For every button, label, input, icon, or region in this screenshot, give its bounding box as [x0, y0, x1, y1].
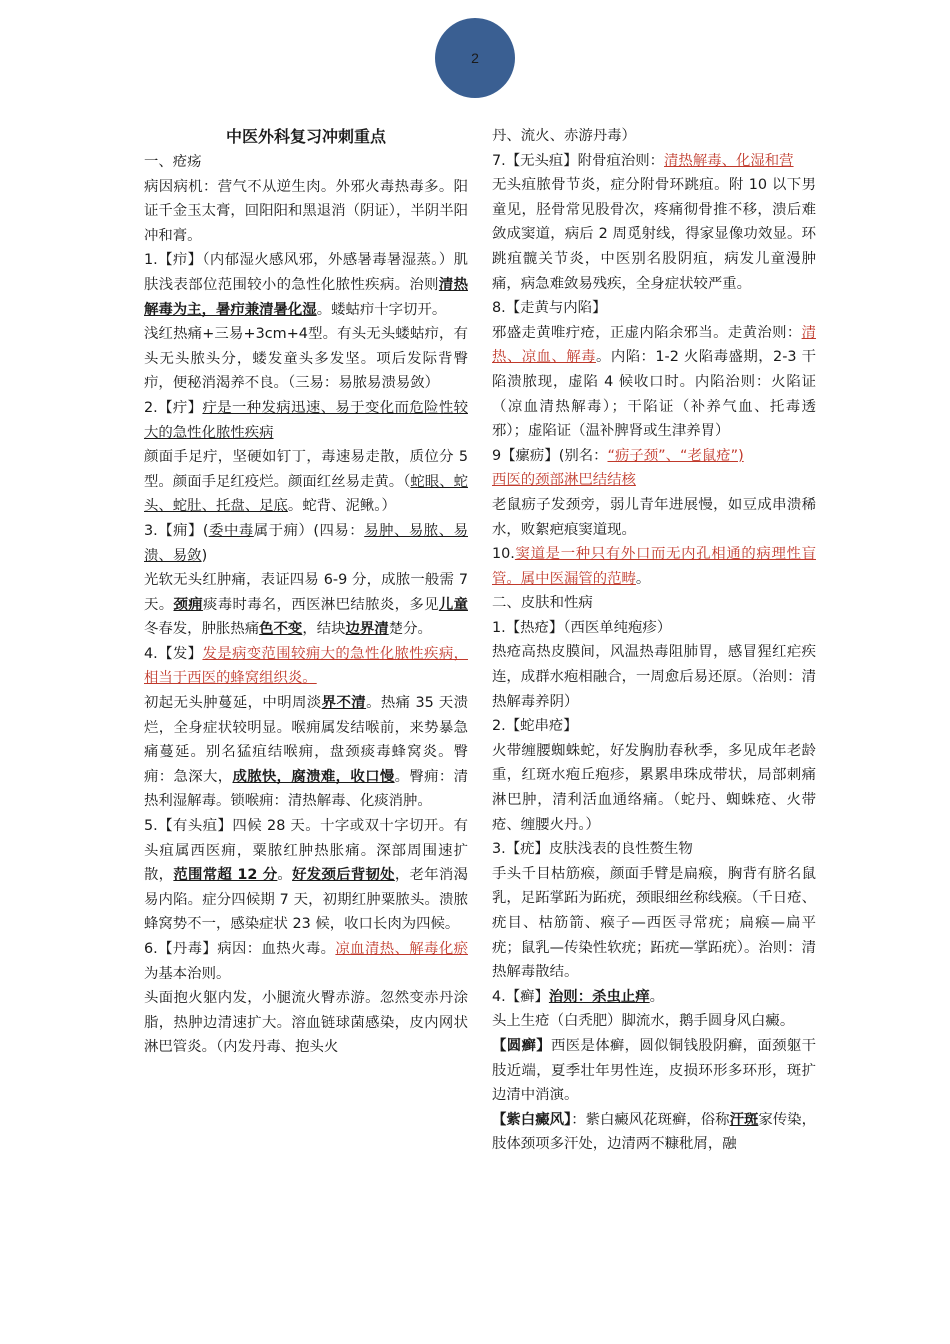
paragraph-herpes-detail: 热疮高热皮膜间，风温热毒阻肺胃，感冒猩红疟疾连，成群水疱相融合，一周愈后易还原。（治则：清热解毒养阴）	[492, 644, 816, 710]
paragraph-toxin-heading: 8.【走黄与内陷】	[492, 300, 607, 317]
paragraph-scrofula-detail: 老鼠疬子发颈旁，弱儿青年进展慢，如豆成串溃稀水，败絮疤痕窦道现。	[492, 496, 816, 538]
paragraph-cause: 病因病机：营气不从逆生肉。外邪火毒热毒多。阳证千金玉太膏，回阳阳和黑退消（阴证），半阴半阳冲和膏。	[144, 178, 468, 244]
paragraph-erysipelas-detail: 头面抱火躯内发，小腿流火臀赤游。忽然变赤丹涂脂，热肿边清速扩大。溶血链球菌感染，皮内网状淋巴管炎。（内发丹毒、抱头火	[144, 990, 468, 1056]
page-number-badge	[435, 18, 515, 98]
paragraph-cellulitis-detail: 初起无头肿蔓延，中明周淡界不清。热痛 35 天溃烂，全身症状较明显。喉痈属发结喉前，来势暴急痛蔓延。别名猛疽结喉痈，盘颈痰毒蜂窝炎。臀痈：急深大，成脓快，腐溃难，收口慢。臀痈：清热利湿解毒。锁喉痈：清热解毒、化痰消肿。	[144, 695, 468, 810]
paragraph-toxin-detail: 邪盛走黄唯疔疮，正虚内陷余邪当。走黄治则：清热、凉血、解毒。内陷：1-2 火陷毒盛期，2-3 干陷溃脓现，虚陷 4 候收口时。内陷治则：火陷证（凉血清热解毒）；干陷证（补养气血、托毒透邪）；虚陷证（温补脾肾或生津养胃）	[492, 324, 816, 440]
paragraph-zoster-heading: 2.【蛇串疮】	[492, 718, 578, 735]
paragraph-wart-detail: 手头千目枯筋瘊，颜面手臂是扁瘊，胸背有脐名鼠乳，足跖掌跖为跖疣，颈眼细丝称线瘊。（千日疮、疣目、枯筋箭、瘊子—西医寻常疣；扁瘊—扁平疣；鼠乳—传染性软疣；跖疣—掌跖疣）。治则：清热解毒散结。	[492, 865, 816, 981]
page-number: 2	[471, 50, 479, 66]
paragraph-tinea-corporis: 【圆癣】西医是体癣，圆似铜钱股阴癣，面颈躯干肢近端，夏季壮年男性连，皮损环形多环形，斑扩边清中消演。	[492, 1037, 816, 1104]
paragraph-headed-abscess: 5.【有头疽】四候 28 天。十字或双十字切开。有头疽属西医痈，粟脓红肿热胀痛。深部周围速扩散，范围常超 12 分。好发颈后背韧处，老年消渴易内陷。症分四候期 7 天，初期红肿粟脓头。溃脓蜂窝势不一，感染症状 23 候，收口长肉为四候。	[144, 818, 468, 933]
paragraph-boil-heading: 2.【疔】疔是一种发病迅速、易于变化而危险性较大的急性化脓性疾病	[144, 399, 468, 441]
paragraph-sinus-tract: 10.窦道是一种只有外口而无内孔相通的病理性盲管。属中医漏管的范畴。	[492, 546, 816, 587]
paragraph-pityriasis: 【紫白癜风】：紫白癜风花斑癣，俗称汗斑家传染，肢体颈项多汗处，边清两不糠秕屑，融	[492, 1111, 816, 1153]
paragraph-scrofula-western: 西医的颈部淋巴结结核	[492, 472, 636, 489]
paragraph-headless-abscess-detail: 无头疽脓骨节炎，症分附骨环跳疽。附 10 以下男童见，胫骨常见股骨次，疼痛彻骨推不移，溃后难敛成窦道，病后 2 周觅射线，得家显像功效显。环跳疽髋关节炎，中医别名股阴疽，病发儿童漫肿痛，病急难敛易残疾，全身症状较严重。	[492, 177, 816, 292]
paragraph-carbuncle-detail: 光软无头红肿痛，表证四易 6-9 分，成脓一般需 7 天。颈痈痰毒时毒名，西医淋巴结脓炎，多见儿童冬春发，肿胀热痛色不变，结块边界清楚分。	[144, 572, 468, 638]
paragraph-furuncle: 1.【疖】（内郁湿火感风邪，外感暑毒暑湿蒸。）肌肤浅表部位范围较小的急性化脓性疾病。治则清热解毒为主，暑疖兼清暑化湿。蝼蛄疖十字切开。	[144, 252, 468, 318]
paragraph-headless-abscess-heading: 7.【无头疽】附骨疽治则：清热解毒、化湿和营	[492, 152, 794, 169]
paragraph-cellulitis-heading: 4.【发】发是病变范围较痈大的急性化脓性疾病，相当于西医的蜂窝组织炎。	[144, 645, 468, 687]
paragraph-boil-detail: 颜面手足疔，坚硬如钉丁，毒速易走散，质位分 5 型。颜面手足红疫烂。颜面红丝易走黄。（蛇眼、蛇头、蛇肚、托盘、足底。蛇背、泥鳅。）	[144, 449, 468, 515]
paragraph-tinea-heading: 4.【癣】治则：杀虫止痒。	[492, 988, 665, 1005]
paragraph-scrofula-heading: 9【瘰疬】(别名：“疬子颈”、“老鼠疮”)	[492, 447, 744, 464]
paragraph-furuncle-detail: 浅红热痛+三易+3cm+4型。有头无头蝼蛄疖，有头无头脓头分，蝼发童头多发坚。项后发际背臀疖，便秘消渴养不良。（三易：易脓易溃易敛）	[144, 326, 468, 392]
paragraph-zoster-detail: 火带缠腰蜘蛛蛇，好发胸肋春秋季，多见成年老龄重，红斑水疱丘疱疹，累累串珠成带状，局部刺痛淋巴肿，清利活血通络痛。（蛇丹、蜘蛛疮、火带疮、缠腰火丹。）	[492, 742, 816, 833]
paragraph-erysipelas-continued: 丹、流火、赤游丹毒）	[492, 128, 636, 144]
section-heading-sores: 一、疮疡	[144, 154, 202, 170]
paragraph-tinea-summary: 头上生疮（白秃肥）脚流水，鹅手圆身风白癜。	[492, 1013, 795, 1030]
paragraph-wart-heading: 3.【疣】皮肤浅表的良性赘生物	[492, 841, 693, 858]
paragraph-carbuncle-heading: 3.【痈】(委中毒属于痈）(四易：易肿、易脓、易溃、易敛)	[144, 522, 468, 564]
paragraph-erysipelas-heading: 6.【丹毒】病因：血热火毒。凉血清热、解毒化瘀为基本治则。	[144, 941, 468, 982]
paragraph-herpes-heading: 1.【热疮】（西医单纯疱疹）	[492, 619, 672, 636]
document-title: 中医外科复习冲刺重点	[225, 127, 386, 146]
left-column	[144, 124, 468, 1060]
section-heading-skin: 二、皮肤和性病	[492, 595, 593, 612]
right-column	[492, 124, 816, 1157]
